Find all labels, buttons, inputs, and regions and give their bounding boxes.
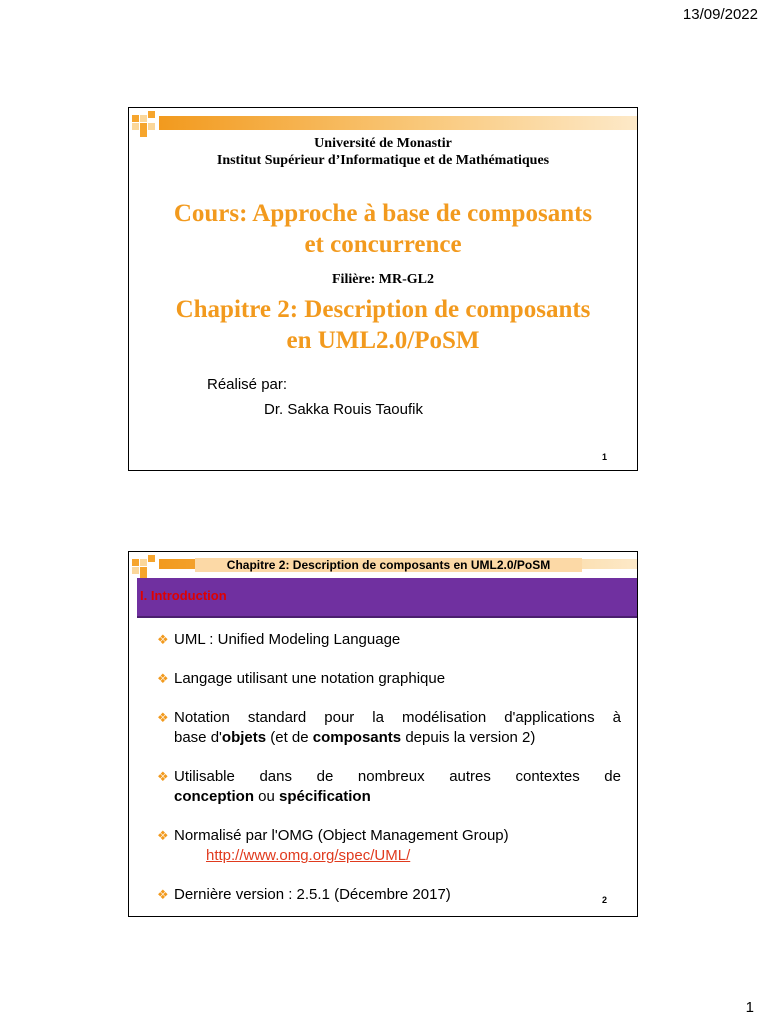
slide-number: 1 — [601, 452, 607, 462]
slide-number: 2 — [601, 895, 607, 905]
slide-decoration — [129, 108, 637, 134]
slide-2 — [128, 551, 638, 917]
section-title: I. Introduction — [140, 588, 227, 603]
list-item: ❖ Dernière version : 2.5.1 (Décembre 2017) — [157, 886, 451, 903]
chapter-title-line-2: en UML2.0/PoSM — [286, 327, 480, 354]
diamond-bullet-icon: ❖ — [157, 671, 169, 686]
diamond-bullet-icon: ❖ — [157, 828, 169, 843]
filiere-label: Filière: MR-GL2 — [332, 272, 434, 287]
bullet-list — [157, 630, 621, 924]
university-heading — [129, 135, 637, 169]
omg-uml-link[interactable]: http://www.omg.org/spec/UML/ — [206, 847, 411, 864]
institute-name: Institut Supérieur d’Informatique et de Mathématiques — [216, 153, 550, 168]
diamond-bullet-icon: ❖ — [157, 632, 169, 647]
list-item: ❖ Normalisé par l'OMG (Object Management Group) http://www.omg.org/spec/UML/ — [157, 826, 621, 866]
author-label: Réalisé par: — [207, 376, 288, 393]
course-title-line-2: et concurrence — [304, 231, 462, 258]
page-number: 1 — [745, 999, 754, 1016]
list-item: ❖ Notation standard pour la modélisation d'applications à base d'objets (et de composants depuis la version 2) — [157, 709, 621, 746]
university-name: Université de Monastir — [314, 136, 452, 151]
diamond-bullet-icon: ❖ — [157, 769, 169, 784]
slide-header: Chapitre 2: Description de composants en UML2.0/PoSM — [195, 558, 582, 572]
course-title — [129, 198, 637, 260]
diamond-bullet-icon: ❖ — [157, 710, 169, 725]
chapter-title-line-1: Chapitre 2: Description de composants — [175, 296, 591, 323]
list-item: ❖ UML : Unified Modeling Language — [157, 631, 401, 648]
page-date: 13/09/2022 — [682, 6, 758, 23]
slide-1 — [128, 107, 638, 471]
section-bar — [137, 578, 637, 618]
diamond-bullet-icon: ❖ — [157, 887, 169, 902]
chapter-title — [129, 294, 637, 356]
course-title-line-1: Cours: Approche à base de composants — [173, 200, 593, 227]
author-name: Dr. Sakka Rouis Taoufik — [264, 401, 423, 418]
list-item: ❖ Utilisable dans de nombreux autres contextes de conception ou spécification — [157, 768, 621, 805]
list-item: ❖ Langage utilisant une notation graphique — [157, 670, 446, 687]
